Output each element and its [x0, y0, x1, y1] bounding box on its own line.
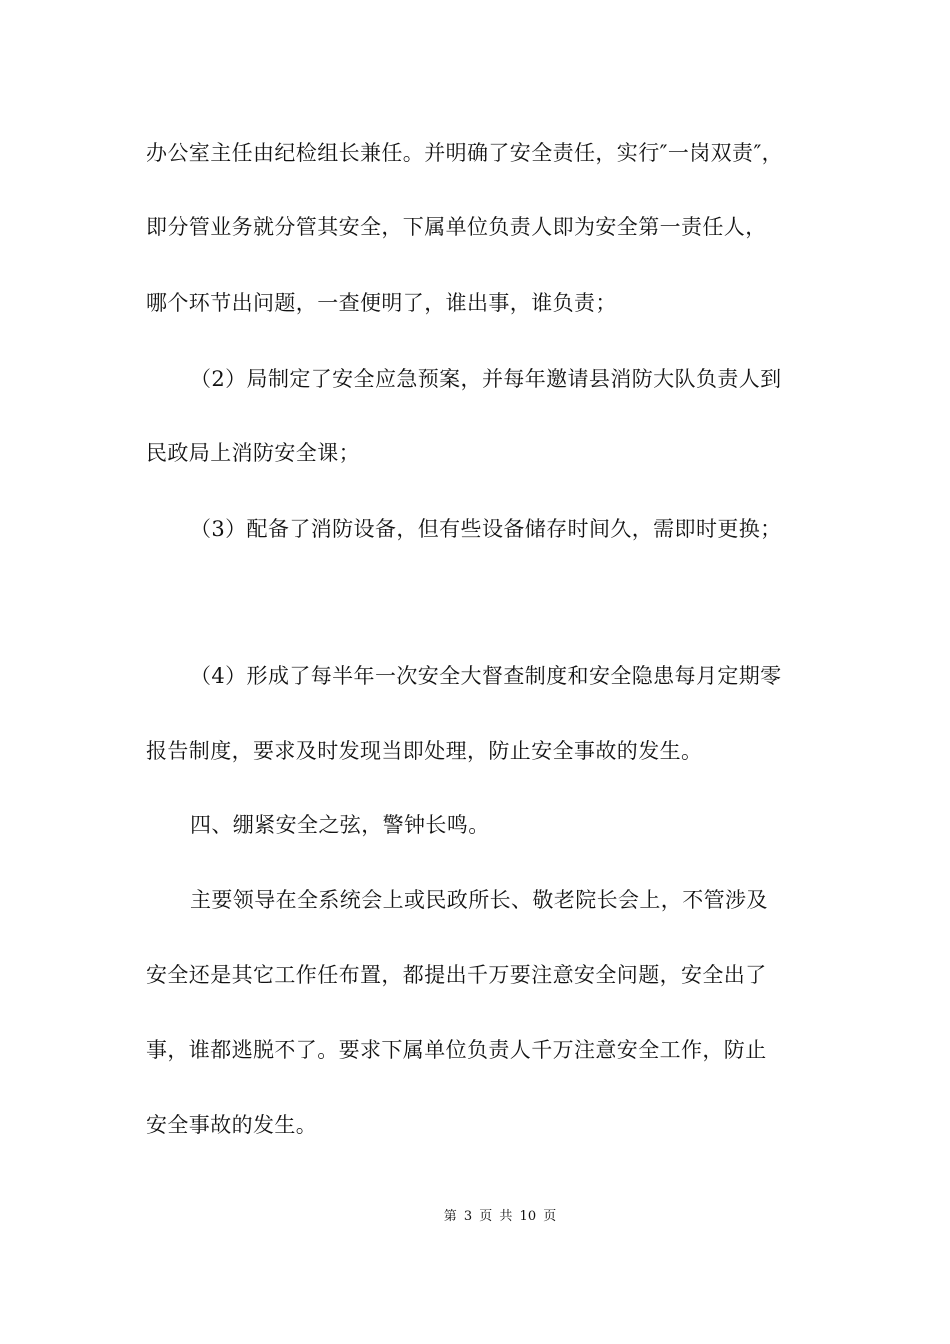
- body-line-8: 报告制度，要求及时发现当即处理，防止安全事故的发生。: [146, 739, 703, 763]
- body-line-2: 即分管业务就分管其安全，下属单位负责人即为安全第一责任人，: [146, 215, 767, 239]
- body-line-7: （4）形成了每半年一次安全大督查制度和安全隐患每月定期零: [190, 664, 782, 688]
- page-number-footer: 第 3 页 共 10 页: [443, 1209, 557, 1224]
- body-line-10: 主要领导在全系统会上或民政所长、敬老院长会上，不管涉及: [190, 888, 768, 912]
- body-line-1: 办公室主任由纪检组长兼任。并明确了安全责任，实行″一岗双责″，: [146, 141, 784, 165]
- section-heading: 四、绷紧安全之弦，警钟长鸣。: [190, 813, 490, 837]
- body-line-3: 哪个环节出问题，一查便明了，谁出事，谁负责；: [146, 291, 617, 315]
- body-line-6: （3）配备了消防设备，但有些设备储存时间久，需即时更换；: [190, 517, 782, 541]
- body-line-13: 安全事故的发生。: [146, 1113, 318, 1137]
- body-line-5: 民政局上消防安全课；: [146, 441, 360, 465]
- body-line-4: （2）局制定了安全应急预案，并每年邀请县消防大队负责人到: [190, 367, 782, 391]
- body-line-12: 事，谁都逃脱不了。要求下属单位负责人千万注意安全工作，防止: [146, 1038, 767, 1062]
- body-line-11: 安全还是其它工作任布置，都提出千万要注意安全问题，安全出了: [146, 963, 767, 987]
